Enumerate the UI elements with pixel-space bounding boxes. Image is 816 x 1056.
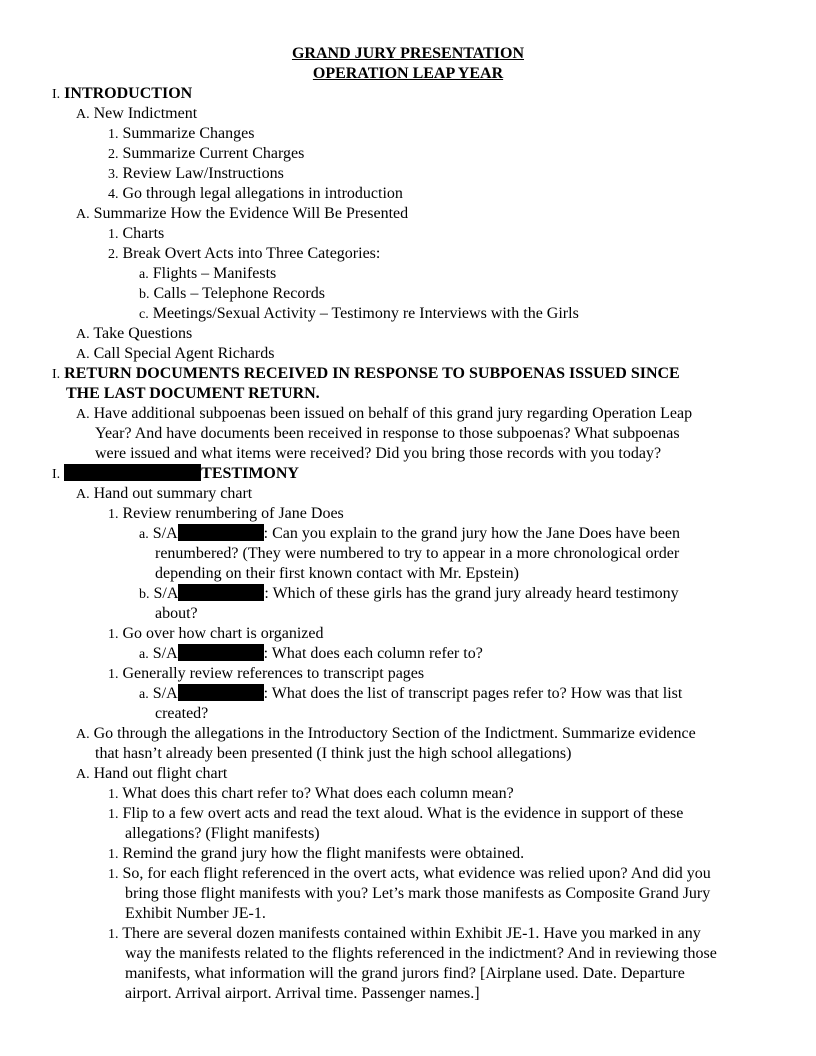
item-text: Review Law/Instructions: [122, 165, 284, 182]
outline-item: [76, 764, 227, 785]
item-text: Review renumbering of Jane Does: [122, 505, 344, 522]
item-marker: A.: [76, 727, 90, 742]
item-text: Call Special Agent Richards: [93, 345, 275, 362]
section-title: INTRODUCTION: [64, 85, 193, 102]
outline-item: [76, 344, 274, 365]
item-text-continuation: way the manifests related to the flights referenced in the indictment? And in reviewing those: [125, 945, 717, 962]
item-text: New Indictment: [93, 105, 198, 122]
item-marker: A.: [76, 327, 90, 342]
item-text-continuation: created?: [155, 705, 209, 722]
item-marker: 2.: [108, 247, 119, 262]
item-text: Break Overt Acts into Three Categories:: [122, 245, 381, 262]
item-text-continuation: Year? And have documents been received in response to those subpoenas? What subpoenas: [95, 425, 680, 442]
outline-item: [76, 204, 408, 225]
item-marker: 1.: [108, 847, 119, 862]
outline-item: [108, 844, 524, 865]
item-text-continuation: were issued and what items were received? Did you bring those records with you today?: [95, 445, 662, 462]
item-marker: a.: [139, 527, 149, 542]
redaction-bar: [178, 524, 264, 541]
outline-item: [139, 304, 579, 325]
outline-item: [108, 184, 403, 205]
outline-item: [76, 324, 192, 345]
item-text: Go over how chart is organized: [122, 625, 324, 642]
item-text-continuation: allegations? (Flight manifests): [125, 825, 320, 842]
outline-item: [76, 404, 692, 425]
section-heading: [52, 464, 299, 485]
item-marker: 1.: [108, 667, 119, 682]
redaction-bar: [178, 584, 264, 601]
item-marker: a.: [139, 267, 149, 282]
item-marker: A.: [76, 207, 90, 222]
section-title-continuation: THE LAST DOCUMENT RETURN.: [66, 385, 320, 402]
item-text: There are several dozen manifests contained within Exhibit JE-1. Have you marked in any: [122, 925, 701, 942]
outline-item: [76, 484, 252, 505]
item-marker: b.: [139, 587, 150, 602]
item-text-continuation: airport. Arrival airport. Arrival time. Passenger names.]: [125, 985, 480, 1002]
item-marker: c.: [139, 307, 149, 322]
item-marker: 1.: [108, 227, 119, 242]
section-marker: I.: [52, 367, 61, 382]
item-text: : What does each column refer to?: [263, 645, 483, 662]
item-text: So, for each flight referenced in the overt acts, what evidence was relied upon? And did you: [122, 865, 711, 882]
outline-item: [108, 804, 683, 825]
outline-item: [139, 644, 483, 665]
section-title: RETURN DOCUMENTS RECEIVED IN RESPONSE TO SUBPOENAS ISSUED SINCE: [64, 365, 680, 382]
item-text-continuation: that hasn’t already been presented (I think just the high school allegations): [95, 745, 572, 762]
section-marker: I.: [52, 467, 61, 482]
item-text: : Which of these girls has the grand jury already heard testimony: [264, 585, 679, 602]
outline-item: [108, 664, 424, 685]
item-marker: 1.: [108, 867, 119, 882]
item-marker: b.: [139, 287, 150, 302]
item-text-continuation: about?: [155, 605, 198, 622]
item-text: Take Questions: [93, 325, 193, 342]
item-text: Generally review references to transcript pages: [122, 665, 425, 682]
outline-item: [108, 144, 304, 165]
item-text: Meetings/Sexual Activity – Testimony re Interviews with the Girls: [152, 305, 579, 322]
section-title: TESTIMONY: [201, 465, 299, 482]
outline-item: [139, 264, 276, 285]
item-marker: A.: [76, 107, 90, 122]
item-marker: 1.: [108, 787, 119, 802]
outline-item: [76, 104, 197, 125]
document-title: GRAND JURY PRESENTATION: [291, 45, 525, 62]
item-marker: 1.: [108, 507, 119, 522]
item-marker: A.: [76, 487, 90, 502]
agent-prefix: S/A: [152, 525, 178, 542]
item-marker: a.: [139, 647, 149, 662]
outline-item: [139, 524, 680, 545]
item-text: Flip to a few overt acts and read the text aloud. What is the evidence in support of these: [122, 805, 684, 822]
outline-item: [139, 284, 325, 305]
item-text-continuation: Exhibit Number JE-1.: [125, 905, 266, 922]
section-heading: [52, 84, 192, 105]
item-text: Go through the allegations in the Introductory Section of the Indictment. Summarize evidence: [93, 725, 696, 742]
item-marker: A.: [76, 407, 90, 422]
redaction-bar: [178, 684, 264, 701]
outline-item: [139, 684, 682, 705]
section-heading: [52, 364, 680, 385]
outline-item: [108, 244, 380, 265]
outline-item: [108, 164, 284, 185]
item-text: Summarize How the Evidence Will Be Presented: [93, 205, 409, 222]
item-text: : What does the list of transcript pages refer to? How was that list: [263, 685, 683, 702]
outline-item: [76, 724, 696, 745]
item-marker: 2.: [108, 147, 119, 162]
item-text: Calls – Telephone Records: [153, 285, 325, 302]
item-text: Summarize Current Charges: [122, 145, 305, 162]
item-marker: A.: [76, 347, 90, 362]
redaction-bar: [64, 464, 201, 481]
item-marker: a.: [139, 687, 149, 702]
outline-item: [108, 864, 711, 885]
item-text-continuation: renumbered? (They were numbered to try to appear in a more chronological order: [155, 545, 680, 562]
item-marker: 1.: [108, 627, 119, 642]
outline-item: [108, 504, 344, 525]
outline-item: [108, 784, 514, 805]
item-text-continuation: manifests, what information will the grand jurors find? [Airplane used. Date. Departure: [125, 965, 685, 982]
outline-item: [139, 584, 679, 605]
item-marker: 1.: [108, 127, 119, 142]
item-text: Have additional subpoenas been issued on behalf of this grand jury regarding Operation Leap: [93, 405, 693, 422]
outline-item: [108, 924, 701, 945]
section-marker: I.: [52, 87, 61, 102]
item-marker: 1.: [108, 807, 119, 822]
item-text: : Can you explain to the grand jury how the Jane Does have been: [263, 525, 680, 542]
item-text-continuation: bring those flight manifests with you? Let’s mark those manifests as Composite Grand Jury: [125, 885, 711, 902]
item-text-continuation: depending on their first known contact with Mr. Epstein): [155, 565, 519, 582]
item-text: Hand out flight chart: [93, 765, 228, 782]
outline-item: [108, 224, 164, 245]
item-text: Summarize Changes: [122, 125, 255, 142]
agent-prefix: S/A: [152, 645, 178, 662]
item-marker: 3.: [108, 167, 119, 182]
agent-prefix: S/A: [153, 585, 179, 602]
redaction-bar: [178, 644, 264, 661]
document-subtitle: OPERATION LEAP YEAR: [312, 65, 504, 82]
item-text: Charts: [122, 225, 165, 242]
outline-item: [108, 124, 254, 145]
item-text: Hand out summary chart: [93, 485, 253, 502]
item-text: Remind the grand jury how the flight manifests were obtained.: [122, 845, 525, 862]
item-marker: A.: [76, 767, 90, 782]
item-text: Flights – Manifests: [152, 265, 277, 282]
item-text: What does this chart refer to? What does each column mean?: [122, 785, 514, 802]
agent-prefix: S/A: [152, 685, 178, 702]
outline-item: [108, 624, 323, 645]
item-text: Go through legal allegations in introduction: [122, 185, 403, 202]
item-marker: 1.: [108, 927, 119, 942]
item-marker: 4.: [108, 187, 119, 202]
